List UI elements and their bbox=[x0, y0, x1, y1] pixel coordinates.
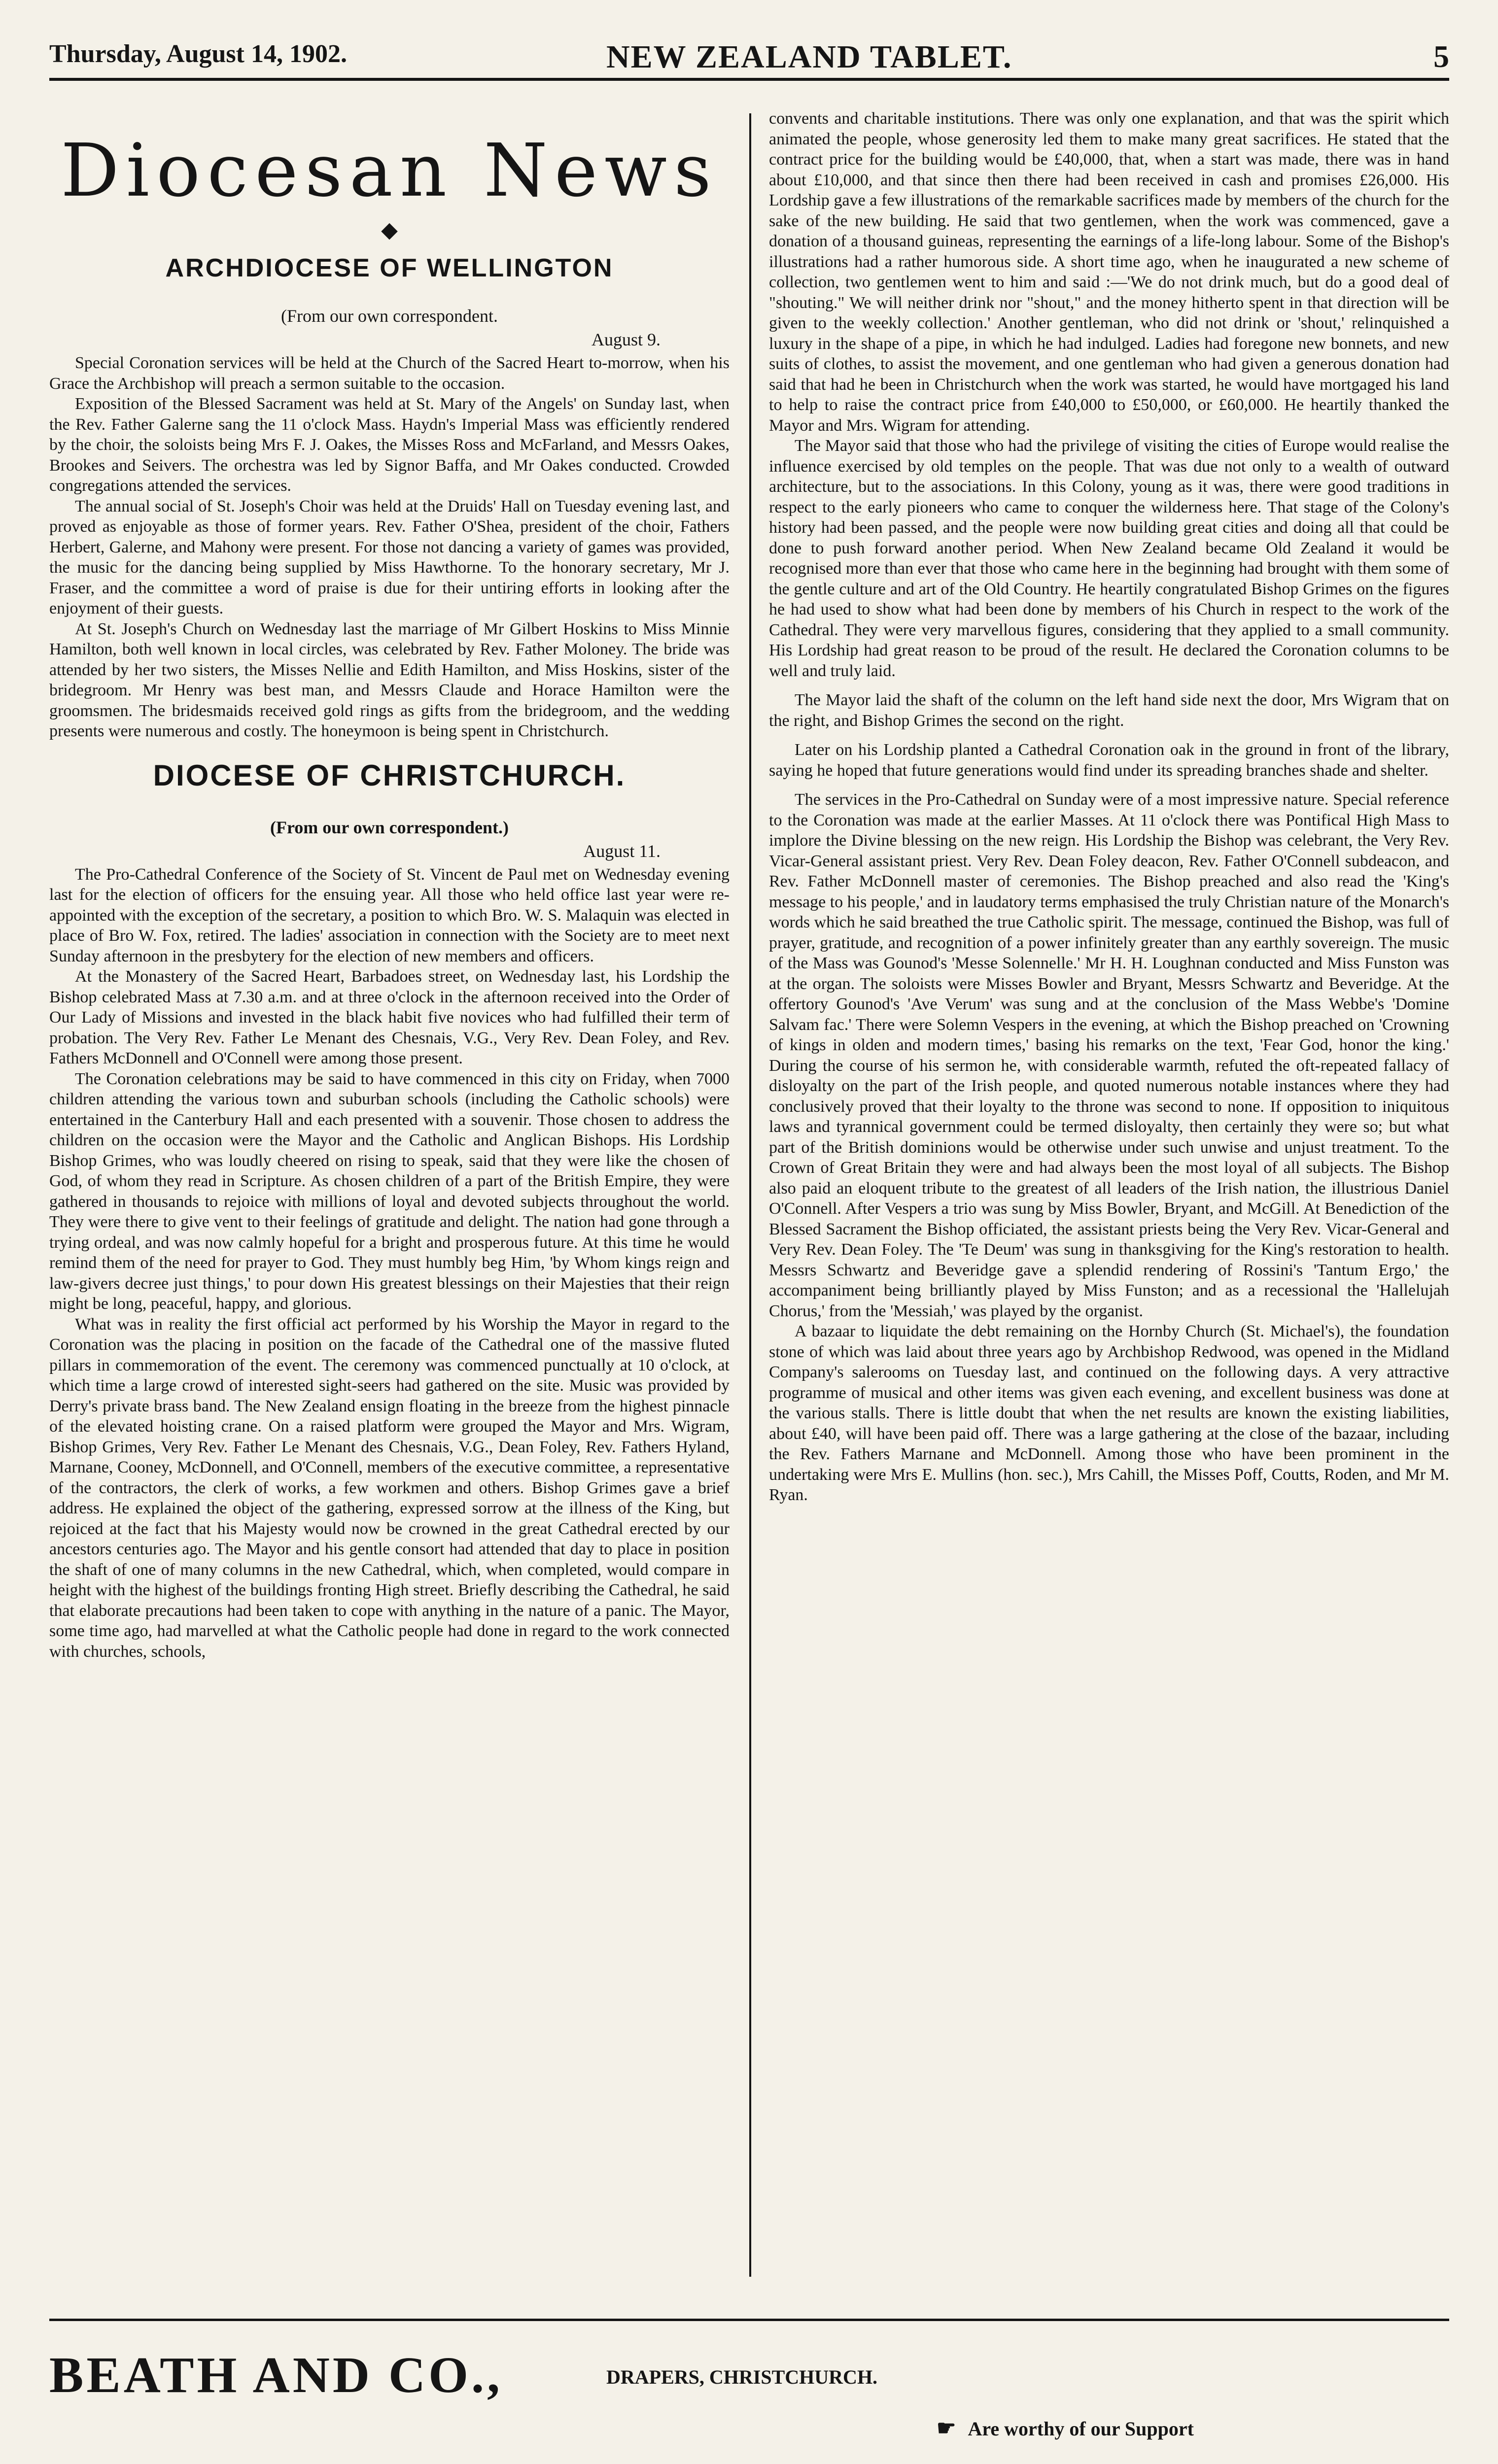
right-column bbox=[769, 108, 1449, 2287]
byline-christchurch: (From our own correspondent.) bbox=[270, 817, 509, 837]
article-paragraph: The Coronation celebrations may be said to have commenced in this city on Friday, when 7000 children attending the various town and suburban schools (including the Catholic schools) were entertained in the Canterbury Hall and each presented with a souvenir. Those chosen to address the children on the occasion were the Mayor and the Catholic and Anglican Bishops. His Lordship Bishop Grimes, who was loudly cheered on rising to speak, said that they were like the chosen of God, of whom they read in Scripture. As chosen children of a part of the British Empire, they were gathered in thousands to rejoice with millions of loyal and devoted subjects throughout the world. They were there to give vent to their feelings of gratitude and delight. The nation had gone through a trying ordeal, and was now calmly hopeful for a bright and prosperous future. At this time he would remind them of the need for prayer to God. They must humbly beg Him, 'by Whom kings reign and law-givers decree just things,' to pour down His greatest blessings on their Majesties that their reign might be long, peaceful, happy, and glorious. bbox=[49, 1069, 730, 1313]
issue-date: Thursday, August 14, 1902. bbox=[49, 40, 347, 68]
article-paragraph: The Pro-Cathedral Conference of the Society of St. Vincent de Paul met on Wednesday evening last for the election of officers for the ensuing year. All those who held office last year were re-appointed with the exception of the secretary, a position to which Bro. W. S. Malaquin was elected in place of Bro W. Fox, retired. The ladies' association in connection with the Society are to meet next Sunday afternoon in the presbytery for the election of new members and officers. bbox=[49, 865, 730, 965]
article-paragraph: Later on his Lordship planted a Cathedral Coronation oak in the ground in front of the library, saying he hoped that future generations would find under its spreading branches shade and shelter. bbox=[769, 741, 1449, 780]
dateline-christchurch: August 11. bbox=[583, 841, 661, 861]
article-paragraph: Exposition of the Blessed Sacrament was held at St. Mary of the Angels' on Sunday last, when the Rev. Father Galerne sang the 11 o'clock Mass. Haydn's Imperial Mass was efficiently rendered by the choir, the soloists being Mrs F. J. Oakes, the Misses Ross and McFarland, and Messrs Oakes, Brookes and Seivers. The orchestra was led by Signor Baffa, and Mr Oakes conducted. Crowded congregations attended the services. bbox=[49, 395, 730, 495]
article-paragraph: Special Coronation services will be held at the Church of the Sacred Heart to-morrow, when his Grace the Archbishop will preach a sermon suitable to the occasion. bbox=[49, 354, 730, 393]
ornament-divider: ◆ bbox=[381, 217, 398, 242]
pointing-hand-icon: ☛ bbox=[937, 2416, 956, 2440]
dateline-wellington: August 9. bbox=[591, 330, 661, 349]
header-rule bbox=[49, 78, 1449, 81]
masthead: Diocesan News bbox=[61, 128, 718, 213]
article-paragraph: convents and charitable institutions. There was only one explanation, and that was the spirit which animated the people, whose generosity led them to make many great sacrifices. He stated that the contract price for the building would be £40,000, that, when a start was made, there was in hand about £10,000, and that since then there had been received in cash and promises £26,000. His Lordship gave a few illustrations of the remarkable sacrifices made by members of the church for the sake of the new building. He said that two gentlemen, when the work was commenced, gave a donation of a thousand guineas, representing the earnings of a life-long labour. Some of the Bishop's illustrations had a rather humorous side. A short time ago, when he inaugurated a new scheme of collection, two gentlemen went to him and said :—'We do not drink much, but do a good deal of "shouting." We will neither drink nor "shout," and the money hitherto spent in that direction will be given to the weekly collection.' Another gentleman, who did not drink or 'shout,' relinquished a luxury in the shape of a pipe, in which he had indulged. Ladies had foregone new bonnets, and new suits of clothes, to assist the movement, and one gentleman who had given a generous donation had said that had he been in Christchurch when the work was started, he would have mortgaged his land to help to raise the contract price from £40,000 to £50,000, or £60,000. He heartily thanked the Mayor and Mrs. Wigram for attending. bbox=[769, 109, 1449, 435]
newspaper-title: NEW ZEALAND TABLET. bbox=[606, 39, 1012, 75]
column-rule bbox=[749, 113, 751, 2277]
advertiser-note bbox=[937, 2416, 1194, 2441]
article-paragraph: The Mayor said that those who had the privilege of visiting the cities of Europe would realise the influence exercised by old temples on the people. That was due not only to a wealth of outward architecture, but to the associations. In this Colony, young as it was, there were good traditions in respect to the early pioneers who came to conquer the wilderness here. That stage of the Colony's history had been passed, and the people were now building great cities and doing all that could be done to push forward another period. When New Zealand became Old Zealand it would be recognised more than ever that those who came here in the beginning had brought with them some of the gentle culture and art of the Old Country. He heartily congratulated Bishop Grimes on the figures he had used to show what had been done by members of his Church in respect to the work of the Cathedral. They were very marvellous figures, considering that they applied to a small community. His Lordship had great reason to be proud of the result. He declared the Coronation columns to be well and truly laid. bbox=[769, 437, 1449, 680]
section-title-wellington: ARCHDIOCESE OF WELLINGTON bbox=[165, 254, 614, 282]
advertiser-address: DRAPERS, CHRISTCHURCH. bbox=[606, 2366, 878, 2388]
left-column bbox=[49, 108, 730, 2287]
page-header bbox=[49, 30, 1449, 84]
article-paragraph: The annual social of St. Joseph's Choir was held at the Druids' Hall on Tuesday evening last, and proved as enjoyable as those of former years. Rev. Father O'Shea, president of the choir, Fathers Herbert, Galerne, and Mahony were present. For those not dancing a variety of games was provided, the music for the dancing being supplied by Miss Hawthorne. To the honorary secretary, Mr J. Fraser, and the committee a word of praise is due for their untiring efforts in looking after the enjoyment of their guests. bbox=[49, 497, 730, 617]
support-note-text: Are worthy of our Support bbox=[968, 2418, 1194, 2440]
article-paragraph: The services in the Pro-Cathedral on Sunday were of a most impressive nature. Special reference to the Coronation was made at the earlier Masses. At 11 o'clock there was Pontifical High Mass to implore the Divine blessing on the new reign. His Lordship the Bishop was celebrant, the Very Rev. Vicar-General assistant priest. Very Rev. Dean Foley deacon, Rev. Father O'Connell subdeacon, and Rev. Father McDonnell master of ceremonies. The Bishop preached and also read the 'King's message to his people,' and in laudatory terms emphasised the truly Christian nature of the Monarch's words which he said breathed the true Catholic spirit. The message, continued the Bishop, was full of prayer, gratitude, and recognition of a power infinitely greater than any earthly sovereign. The music of the Mass was Gounod's 'Messe Solennelle.' Mr H. H. Loughnan conducted and Miss Funston was at the organ. The soloists were Misses Bowler and Bryant, Messrs Schwartz and Beveridge. At the offertory Gounod's 'Ave Verum' was sung and at the conclusion of the Mass Webbe's 'Domine Salvam fac.' There were Solemn Vespers in the evening, at which the Bishop preached on 'Crowning of kings in olden and modern times,' basing his remarks on the text, 'Fear God, honor the king.' During the course of his sermon he, with considerable warmth, refuted the oft-repeated fallacy of disloyalty on the part of the Irish people, and quoted numerous notable instances where they had conclusively proved that their loyalty to the throne was second to none. If opposition to iniquitous laws and tyrannical government could be termed disloyalty, then certainly they were so; but what part of the British dominions would be otherwise under such unwise and unjust treatment. To the Crown of Great Britain they were and had always been the most loyal of all subjects. The Bishop also paid an eloquent tribute to the greatest of all leaders of the Irish nation, the illustrious Daniel O'Connell. After Vespers a trio was sung by Miss Bowler, Bryant, and McGill. At Benediction of the Blessed Sacrament the Bishop officiated, the assistant priests being the Very Rev. Vicar-General and Very Rev. Dean Foley. The 'Te Deum' was sung in thanksgiving for the King's restoration to health. Messrs Schwartz and Beveridge gave a splendid rendering of Rossini's 'Tantum Ergo,' the accompaniment being brilliantly played by Miss Funston; and as a recessional the 'Hallelujah Chorus,' from the 'Messiah,' was played by the organist. bbox=[769, 790, 1449, 1320]
article-paragraph: What was in reality the first official act performed by his Worship the Mayor in regard to the Coronation was the placing in position on the facade of the Cathedral one of the massive fluted pillars in commemoration of the event. The ceremony was commenced punctually at 10 o'clock, at which time a large crowd of interested sight-seers had gathered on the site. Music was provided by Derry's private brass band. The New Zealand ensign floating in the breeze from the highest pinnacle of the elevated hoisting crane. On a raised platform were grouped the Mayor and Mrs. Wigram, Bishop Grimes, Very Rev. Father Le Menant des Chesnais, V.G., Dean Foley, Rev. Fathers Hyland, Marnane, Cooney, McDonnell, and O'Connell, members of the executive committee, a representative of the contractors, the clerk of works, a few workmen and others. Bishop Grimes gave a brief address. He explained the object of the gathering, expressed sorrow at the illness of the King, but rejoiced at the fact that his Majesty would now be crowned in the great Cathedral erected by our ancestors centuries ago. The Mayor and his gentle consort had attended that day to place in position the shaft of one of many columns in the new Cathedral, which, when completed, would compare in height with the highest of the buildings fronting High street. Briefly describing the Cathedral, he said that elaborate precautions had been taken to cope with anything in the nature of a panic. The Mayor, some time ago, had marvelled at what the Catholic people had done in regard to the work connected with churches, schools, bbox=[49, 1315, 730, 1661]
article-paragraph: The Mayor laid the shaft of the column on the left hand side next the door, Mrs Wigram that on the right, and Bishop Grimes the second on the right. bbox=[769, 691, 1449, 730]
advertiser-name: BEATH AND CO., bbox=[49, 2347, 503, 2403]
page-number: 5 bbox=[1433, 39, 1449, 74]
article-paragraph: A bazaar to liquidate the debt remaining on the Hornby Church (St. Michael's), the foundation stone of which was laid about three years ago by Archbishop Redwood, was opened in the Midland Company's salerooms on Tuesday last, and continued on the following days. A very attractive programme of musical and other items was given each evening, and excellent business was done at the various stalls. There is little doubt that when the net results are known the existing liabilities, about £40, will have been paid off. There was a large gathering at the close of the bazaar, including the Rev. Fathers Marnane and McDonnell. Among those who have been prominent in the undertaking were Mrs E. Mullins (hon. sec.), Mrs Cahill, the Misses Poff, Coutts, Roden, and Mr M. Ryan. bbox=[769, 1322, 1449, 1504]
byline-wellington: (From our own correspondent. bbox=[281, 306, 498, 326]
article-paragraph: At St. Joseph's Church on Wednesday last the marriage of Mr Gilbert Hoskins to Miss Minnie Hamilton, both well known in local circles, was celebrated by Rev. Father Moloney. The bride was attended by her two sisters, the Misses Nellie and Edith Hamilton, and Miss Hoskins, sister of the bridegroom. Mr Henry was best man, and Messrs Claude and Horace Hamilton were the groomsmen. The bridesmaids received gold rings as gifts from the bridegroom, and the wedding presents were numerous and costly. The honeymoon is being spent in Christchurch. bbox=[49, 619, 730, 740]
article-paragraph: At the Monastery of the Sacred Heart, Barbadoes street, on Wednesday last, his Lordship the Bishop celebrated Mass at 7.30 a.m. and at three o'clock in the afternoon received into the Order of Our Lady of Missions and invested in the black habit five novices who had fulfilled their term of probation. The Very Rev. Father Le Menant des Chesnais, V.G., Very Rev. Dean Foley, and Rev. Fathers McDonnell and O'Connell were among those present. bbox=[49, 967, 730, 1067]
footer-rule bbox=[49, 2319, 1449, 2321]
section-title-christchurch: DIOCESE OF CHRISTCHURCH. bbox=[153, 758, 626, 792]
